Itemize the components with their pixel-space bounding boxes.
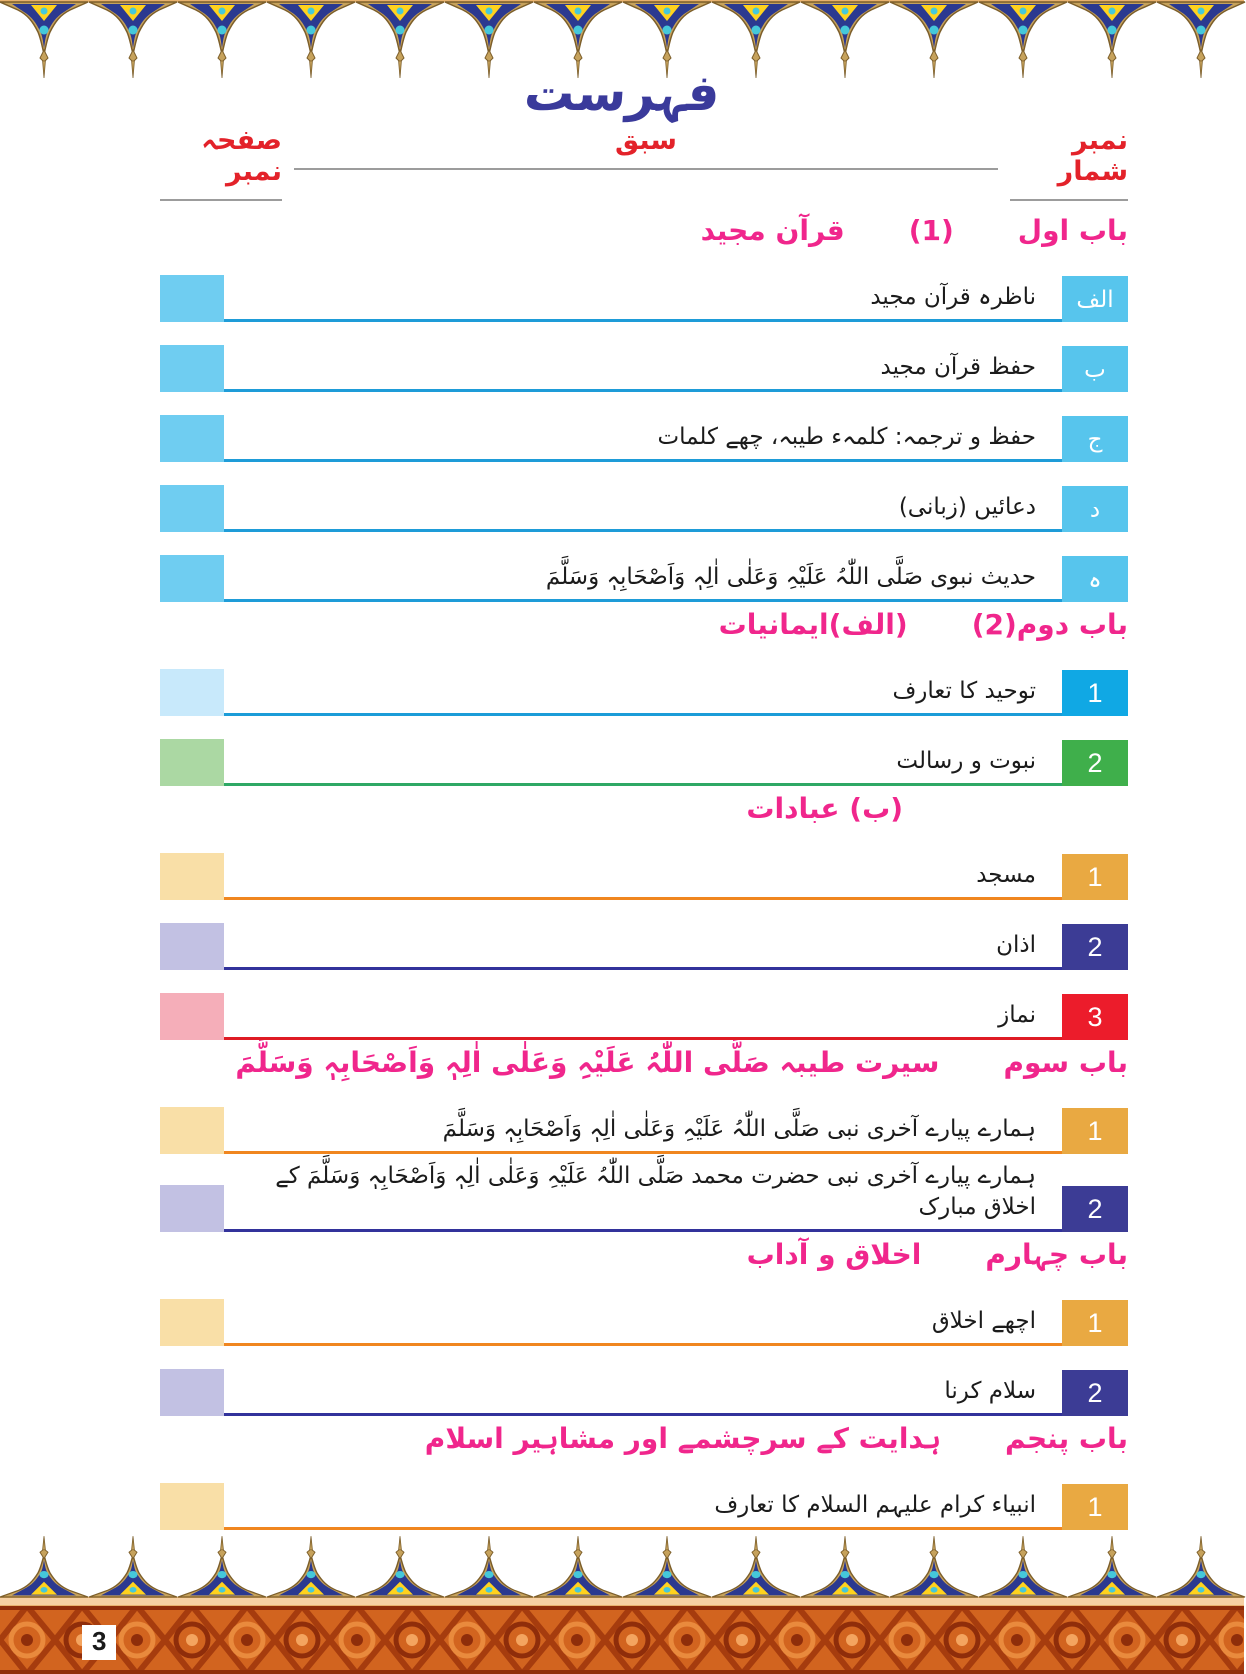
hanging-ornaments [0, 2, 1244, 66]
row-underline [218, 389, 1062, 392]
lesson-title: حفظ و ترجمہ: کلمہء طیبہ، چھے کلمات [657, 423, 1036, 450]
row-serial-box: 2 [1062, 1370, 1128, 1416]
header-rule [294, 168, 998, 170]
section-heading-part: اخلاق و آداب [746, 1238, 922, 1272]
column-header-serial-label: نمبر شمار [1057, 125, 1128, 187]
lesson-title: ہمارے پیارے آخری نبی صَلَّی اللّٰہُ عَلَیْہِ وَعَلٰی اٰلِہٖ وَاَصْحَابِہٖ وَسَلَّمَ [442, 1115, 1036, 1142]
row-serial-box: 1 [1062, 670, 1128, 716]
page-number-box [160, 415, 224, 462]
toc-row [160, 327, 1128, 392]
row-serial-box: 1 [1062, 1300, 1128, 1346]
toc-row [160, 467, 1128, 532]
row-serial-box: 1 [1062, 854, 1128, 900]
page-number-box [160, 923, 224, 970]
page-title: فہرست [522, 64, 722, 122]
toc-row [160, 257, 1128, 322]
toc-row [160, 835, 1128, 900]
toc-row [160, 975, 1128, 1040]
toc-row [160, 905, 1128, 970]
row-underline [218, 1151, 1062, 1154]
toc-row [160, 397, 1128, 462]
page-number-box [160, 345, 224, 392]
lesson-title: اچھے اخلاق [931, 1308, 1036, 1335]
page-number-box [160, 1107, 224, 1154]
lesson-title: سلام کرنا [944, 1378, 1036, 1405]
column-header-page [160, 125, 282, 201]
page-number-box [160, 1369, 224, 1416]
toc-row [160, 1281, 1128, 1346]
row-underline [218, 1037, 1062, 1040]
row-underline [218, 319, 1062, 322]
bottom-ornaments [0, 1535, 1244, 1597]
page-number-box [160, 555, 224, 602]
row-underline [218, 459, 1062, 462]
lesson-title: انبیاء کرام علیہم السلام کا تعارف [714, 1492, 1036, 1519]
section-heading [160, 607, 1128, 642]
row-serial-box: 2 [1062, 924, 1128, 970]
section-heading [160, 1237, 1128, 1272]
section-heading-part: ہدایت کے سرچشمے اور مشاہیر اسلام [424, 1422, 941, 1456]
lesson-title: نماز [998, 1001, 1036, 1028]
row-serial-box: ج [1062, 416, 1128, 462]
row-underline [218, 599, 1062, 602]
lesson-title: نبوت و رسالت [896, 747, 1036, 774]
row-underline [218, 1413, 1062, 1416]
lesson-title: ہمارے پیارے آخری نبی حضرت محمد صَلَّی اللّٰہُ عَلَیْہِ وَعَلٰی اٰلِہٖ وَاَصْحَابِہٖ وَسَلَّمَ کے اخلاق مبارک [275, 1163, 1036, 1221]
lesson-title: ناظرہ قرآن مجید [870, 283, 1036, 310]
section-heading-part: (ب) عبادات [746, 792, 903, 825]
section-heading-part: سیرت طیبہ صَلَّی اللّٰہُ عَلَیْہِ وَعَلٰی اٰلِہٖ وَاَصْحَابِہٖ وَسَلَّمَ [235, 1046, 940, 1079]
header-rule [160, 199, 282, 201]
border-strip [0, 1597, 1244, 1606]
page-number-box [160, 485, 224, 532]
lesson-title: توحید کا تعارف [892, 677, 1036, 704]
column-header-lesson [294, 125, 998, 201]
section-heading-part: باب دوم(2) [971, 608, 1128, 641]
row-serial-box: 2 [1062, 740, 1128, 786]
column-header-page-label: صفحہ نمبر [201, 125, 282, 187]
toc-row [160, 537, 1128, 602]
row-underline [218, 1229, 1062, 1232]
page-number-box [160, 1483, 224, 1530]
toc-row [160, 651, 1128, 716]
row-serial-box: 2 [1062, 1186, 1128, 1232]
row-underline [218, 783, 1062, 786]
section-heading [160, 1045, 1128, 1080]
row-underline [218, 529, 1062, 532]
row-underline [218, 897, 1062, 900]
row-serial-box: 3 [1062, 994, 1128, 1040]
row-underline [218, 1527, 1062, 1530]
section-heading-part: باب سوم [1003, 1046, 1128, 1079]
section-heading-part: (1) [908, 214, 954, 247]
toc-list [160, 211, 1128, 1535]
toc-row [160, 1465, 1128, 1530]
row-serial-box: الف [1062, 276, 1128, 322]
page-footer [0, 1535, 1244, 1674]
bottom-border-pattern [0, 1606, 1244, 1674]
lesson-title: حدیث نبوی صَلَّی اللّٰہُ عَلَیْہِ وَعَلٰی اٰلِہٖ وَاَصْحَابِہٖ وَسَلَّمَ [545, 563, 1036, 590]
lesson-title: اذان [996, 931, 1036, 958]
toc-row [160, 1089, 1128, 1154]
row-underline [218, 967, 1062, 970]
page-number-box [160, 853, 224, 900]
column-header-serial [1010, 125, 1128, 201]
lesson-title: حفظ قرآن مجید [880, 353, 1036, 380]
section-heading [160, 213, 1128, 248]
table-header [160, 125, 1128, 201]
toc-row [160, 721, 1128, 786]
section-heading-part: (الف)ایمانیات [718, 608, 908, 641]
row-serial-box: 1 [1062, 1484, 1128, 1530]
section-heading-part: باب چہارم [985, 1238, 1128, 1272]
row-serial-box: 1 [1062, 1108, 1128, 1154]
page-number-box [160, 275, 224, 322]
row-underline [218, 1343, 1062, 1346]
section-heading-part: باب اول [1017, 214, 1128, 247]
header-rule [1010, 199, 1128, 201]
page-number-box [160, 993, 224, 1040]
row-serial-box: ب [1062, 346, 1128, 392]
section-heading [160, 791, 1128, 826]
page-number-box [160, 739, 224, 786]
section-heading [160, 1421, 1128, 1456]
page-number: 3 [82, 1625, 116, 1660]
toc-row [160, 1159, 1128, 1232]
lesson-title: مسجد [976, 861, 1036, 888]
lesson-title: دعائیں (زبانی) [898, 493, 1036, 520]
row-underline [218, 713, 1062, 716]
section-heading-part: قرآن مجید [700, 214, 845, 247]
column-header-lesson-label: سبق [615, 125, 677, 156]
toc-row [160, 1351, 1128, 1416]
row-serial-box: ہ [1062, 556, 1128, 602]
page-number-box [160, 1185, 224, 1232]
page-number-box [160, 669, 224, 716]
row-serial-box: د [1062, 486, 1128, 532]
section-heading-part: باب پنجم [1005, 1422, 1128, 1456]
page-number-box [160, 1299, 224, 1346]
